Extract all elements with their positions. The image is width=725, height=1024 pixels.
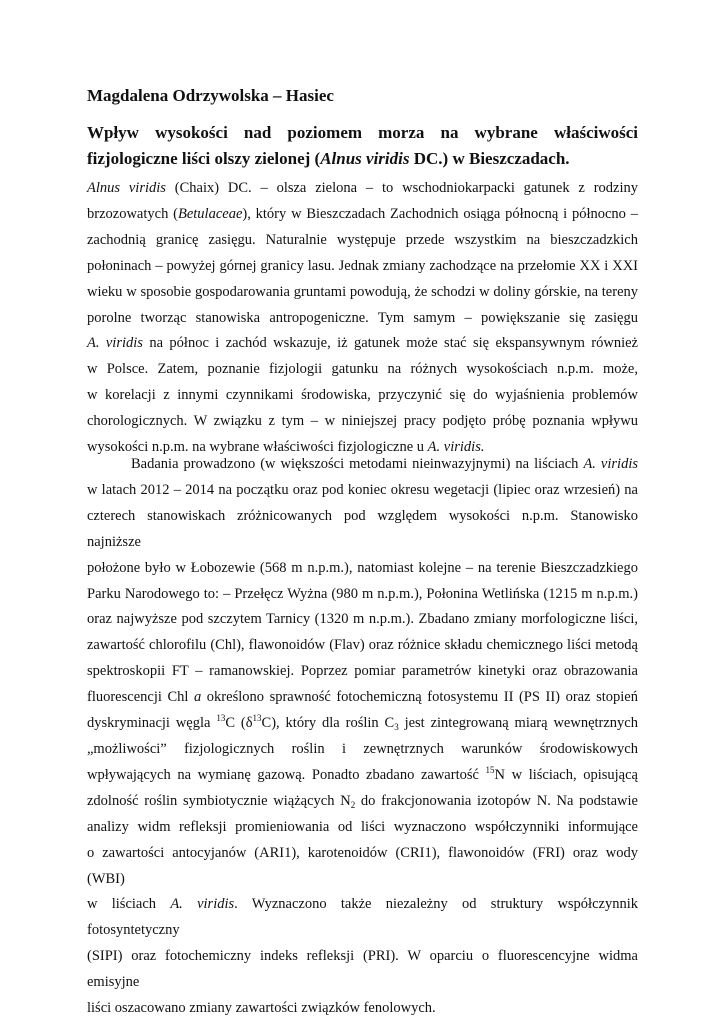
paragraph-2 — [87, 452, 638, 1022]
text-line — [87, 331, 638, 357]
text-line: „możliwości” fizjologicznych roślin i zewnętrznych warunków środowiskowych — [87, 740, 638, 757]
text-line: położone było w Łobozewie (568 m n.p.m.), natomiast kolejne – na terenie Bieszczadzkiego — [87, 559, 638, 576]
text-line: w korelacji z innymi czynnikami środowiska, przyczynić się do wyjaśnienia problemów — [87, 387, 638, 404]
text-line — [87, 202, 638, 228]
title-text-b: DC.) w Bieszczadach. — [409, 149, 570, 168]
family-name: Betulaceae — [177, 205, 243, 222]
line-text: ), który w Bieszczadach Zachodnich osiąga północną i północno – — [242, 205, 638, 222]
line-text: fluorescencji Chl — [87, 689, 194, 706]
text-line — [87, 789, 638, 815]
line-text: N w liściach, opisującą — [494, 766, 638, 783]
text-line: analizy widm refleksji promieniowania od liści wyznaczono współczynniki informujące — [87, 818, 638, 835]
text-line: oraz najwyższe pod szczytem Tarnicy (1320 m n.p.m.). Zbadano zmiany morfologiczne liści, — [87, 611, 638, 628]
line-text: zdolność roślin symbiotycznie wiążących N — [87, 792, 351, 809]
line-text: określono sprawność fotochemiczną fotosystemu II (PS II) oraz stopień — [201, 689, 638, 706]
title-line-2 — [87, 146, 638, 172]
species-name: A. viridis — [87, 335, 143, 352]
species-name: Alnus viridis — [87, 180, 166, 196]
isotope-superscript: 15 — [485, 764, 495, 775]
line-text: jest zintegrowaną miarą wewnętrznych — [398, 715, 638, 732]
text-line: w latach 2012 – 2014 na początku oraz pod koniec okresu wegetacji (lipiec oraz wrzesień) na — [87, 481, 638, 498]
text-line: połoninach – powyżej górnej granicy lasu. Jednak zmiany zachodzące na przełomie XX i XXI — [87, 257, 638, 274]
text-line: zachodnią granicę zasięgu. Naturalnie występuje przede wszystkim na bieszczadzkich — [87, 231, 638, 248]
text-line — [87, 452, 638, 478]
paragraph-1 — [87, 176, 638, 461]
text-line: w Polsce. Zatem, poznanie fizjologii gatunku na różnych wysokościach n.p.m. może, — [87, 361, 638, 378]
chlorophyll-a: a — [193, 689, 202, 706]
text-line: porolne tworząc stanowiska antropogeniczne. Tym samym – powiększanie się zasięgu — [87, 309, 638, 326]
line-text: na północ i zachód wskazuje, iż gatunek może stać się ekspansywnym również — [142, 335, 638, 352]
title-text-a: fizjologiczne liści olszy zielonej ( — [87, 149, 321, 168]
line-text: . Wyznaczono także niezależny od struktury współczynnik fotosyntetyczny — [87, 896, 638, 939]
isotope-superscript: 13 — [252, 713, 262, 724]
text-line — [87, 176, 638, 202]
text-line — [87, 892, 638, 944]
c3-subscript: 3 — [394, 722, 399, 733]
text-line — [87, 763, 638, 789]
document-title — [87, 120, 638, 172]
isotope-superscript: 13 — [216, 713, 226, 724]
species-name: A. viridis — [583, 456, 638, 472]
line-text: Badania prowadzono (w większości metodami nieinwazyjnymi) na liściach — [131, 456, 584, 472]
text-line: czterech stanowiskach zróżnicowanych pod względem wysokości n.p.m. Stanowisko najniższe — [87, 507, 638, 550]
text-line: Parku Narodowego to: – Przełęcz Wyżna (980 m n.p.m.), Połonina Wetlińska (1215 m n.p.m.) — [87, 585, 638, 602]
text-line: wieku w sposobie gospodarowania gruntami powodują, że schodzi w doliny górskie, na tereny — [87, 283, 638, 300]
species-name: A. viridis. — [427, 439, 485, 456]
line-text: (Chaix) DC. – olsza zielona – to wschodniokarpacki gatunek z rodziny — [165, 180, 638, 196]
line-text: dyskryminacji węgla — [87, 715, 217, 732]
text-line: (SIPI) oraz fotochemiczny indeks refleksji (PRI). W oparciu o fluorescencyjne widma emisyjne — [87, 948, 638, 991]
line-text: wpływających na wymianę gazową. Ponadto zbadano zawartość — [87, 766, 486, 783]
line-text: C (δ — [225, 715, 253, 732]
title-line-1: Wpływ wysokości nad poziomem morza na wybrane właściwości — [87, 123, 638, 142]
text-line: zawartość chlorofilu (Chl), flawonoidów (Flav) oraz różnice składu chemicznego liści metodą — [87, 637, 638, 654]
author-name: Magdalena Odrzywolska – Hasiec — [87, 86, 334, 105]
line-text: w liściach — [87, 896, 171, 913]
n2-subscript: 2 — [350, 799, 356, 810]
title-species: Alnus viridis — [320, 149, 410, 168]
line-text: C), który dla roślin C — [261, 715, 395, 732]
text-line — [87, 685, 638, 711]
line-text: wysokości n.p.m. na wybrane właściwości fizjologiczne u — [87, 439, 428, 456]
text-line: o zawartości antocyjanów (ARI1), karotenoidów (CRI1), flawonoidów (FRI) oraz wody (WBI) — [87, 844, 638, 887]
text-line: chorologicznych. W związku z tym – w niniejszej pracy podjęto próbę poznania wpływu — [87, 413, 638, 430]
species-name: A. viridis — [170, 896, 235, 913]
text-line: spektroskopii FT – ramanowskiej. Poprzez pomiar parametrów kinetyki oraz obrazowania — [87, 663, 638, 680]
text-line: liści oszacowano zmiany zawartości związków fenolowych. — [87, 1000, 436, 1017]
text-line — [87, 711, 638, 737]
line-text: do frakcjonowania izotopów N. Na podstawie — [355, 792, 638, 809]
line-text: brzozowatych ( — [87, 205, 178, 222]
